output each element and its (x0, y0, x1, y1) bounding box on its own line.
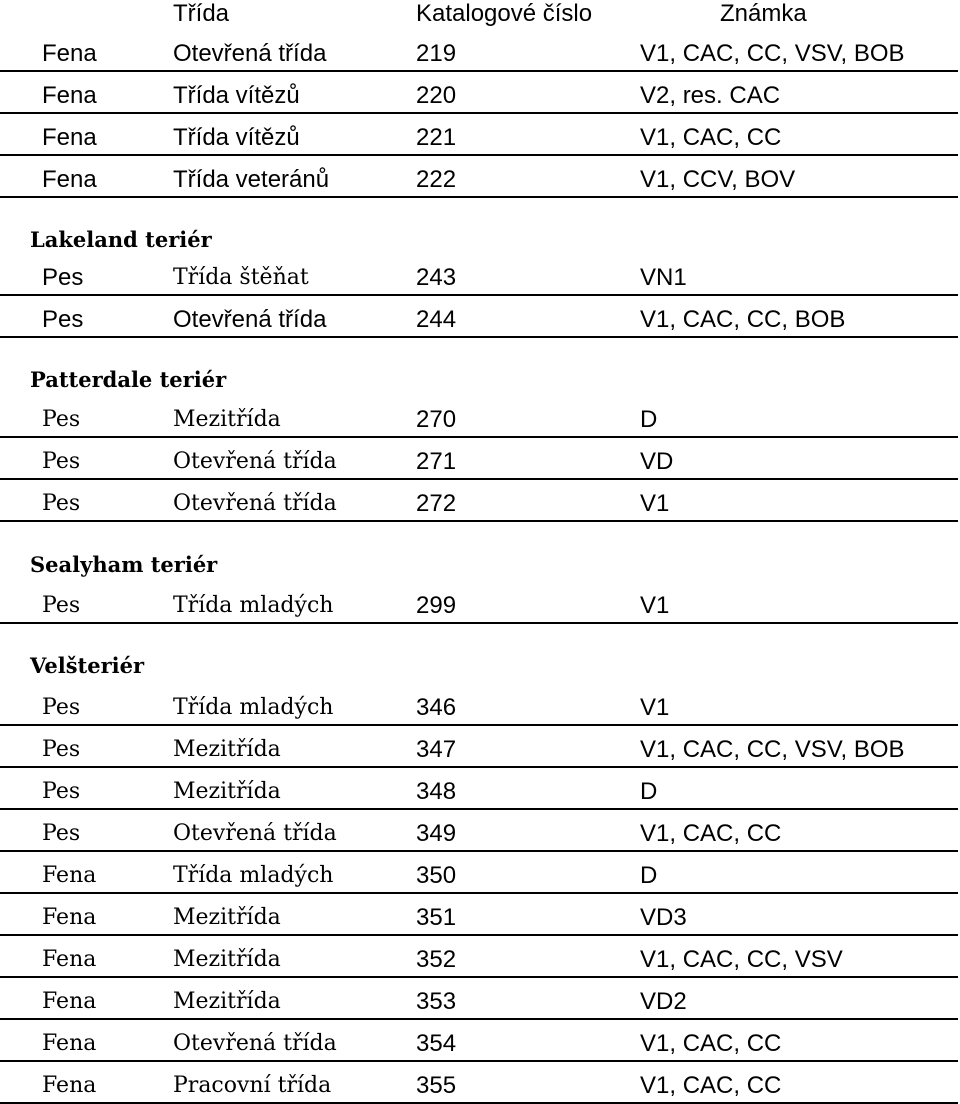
table-row (0, 264, 960, 292)
header-catalog-number: Katalogové číslo (416, 0, 593, 27)
row-catalog-number: 299 (416, 592, 457, 619)
row-grade: V1, CAC, CC (640, 124, 782, 151)
row-grade: V1, CAC, CC, BOB (640, 306, 846, 333)
row-sex: Pes (42, 407, 81, 432)
row-sex: Pes (42, 695, 81, 720)
row-sex: Pes (42, 306, 84, 333)
row-grade: V1 (640, 490, 670, 517)
row-class: Mezitřída (173, 905, 281, 930)
table-row (0, 166, 960, 194)
breed-heading: Lakeland teriér (30, 227, 212, 252)
table-row (0, 448, 960, 476)
row-class: Otevřená třída (173, 306, 327, 333)
row-catalog-number: 346 (416, 694, 457, 721)
table-row (0, 490, 960, 518)
table-row (0, 82, 960, 110)
row-catalog-number: 350 (416, 862, 457, 889)
row-grade: V1, CAC, CC (640, 1030, 782, 1057)
table-row (0, 40, 960, 68)
row-catalog-number: 353 (416, 988, 457, 1015)
row-grade: V1 (640, 592, 670, 619)
row-sex: Pes (42, 779, 81, 804)
row-class: Třída mladých (173, 863, 334, 888)
row-class: Otevřená třída (173, 821, 337, 846)
row-class: Otevřená třída (173, 40, 327, 67)
row-grade: V1, CAC, CC (640, 820, 782, 847)
table-row (0, 592, 960, 620)
table-row (0, 1072, 960, 1100)
row-class: Třída vítězů (173, 124, 300, 151)
row-class: Třída štěňat (173, 265, 309, 290)
row-catalog-number: 272 (416, 490, 457, 517)
row-class: Třída mladých (173, 593, 334, 618)
row-grade: V1, CCV, BOV (640, 166, 796, 193)
row-sex: Pes (42, 449, 81, 474)
table-row (0, 694, 960, 722)
row-catalog-number: 351 (416, 904, 457, 931)
row-class: Otevřená třída (173, 1031, 337, 1056)
table-row (0, 820, 960, 848)
row-catalog-number: 354 (416, 1030, 457, 1057)
row-class: Třída veteránů (173, 166, 330, 193)
row-catalog-number: 355 (416, 1072, 457, 1099)
row-grade: D (640, 778, 658, 805)
row-catalog-number: 243 (416, 264, 457, 291)
table-row (0, 306, 960, 334)
table-header (0, 0, 960, 28)
header-class: Třída (173, 0, 230, 27)
row-class: Třída vítězů (173, 82, 300, 109)
row-catalog-number: 347 (416, 736, 457, 763)
row-class: Třída mladých (173, 695, 334, 720)
row-sex: Fena (42, 1031, 97, 1056)
row-grade: VD (640, 448, 674, 475)
table-row (0, 1030, 960, 1058)
row-class: Mezitřída (173, 737, 281, 762)
row-catalog-number: 220 (416, 82, 457, 109)
row-catalog-number: 221 (416, 124, 457, 151)
row-class: Otevřená třída (173, 449, 337, 474)
table-row (0, 862, 960, 890)
row-grade: V1, CAC, CC (640, 1072, 782, 1099)
row-class: Pracovní třída (173, 1073, 332, 1098)
table-row (0, 778, 960, 806)
row-sex: Fena (42, 905, 97, 930)
row-catalog-number: 219 (416, 40, 457, 67)
row-sex: Fena (42, 82, 97, 109)
row-grade: D (640, 406, 658, 433)
row-class: Mezitřída (173, 947, 281, 972)
row-sex: Fena (42, 40, 97, 67)
row-class: Mezitřída (173, 989, 281, 1014)
row-class: Otevřená třída (173, 491, 337, 516)
table-row (0, 946, 960, 974)
row-sex: Pes (42, 821, 81, 846)
row-grade: VN1 (640, 264, 687, 291)
table-row (0, 124, 960, 152)
row-grade: V1, CAC, CC, VSV (640, 946, 843, 973)
row-grade: V1 (640, 694, 670, 721)
header-grade: Známka (720, 0, 807, 27)
row-sex: Pes (42, 593, 81, 618)
row-sex: Fena (42, 947, 97, 972)
breed-heading: Velšteriér (30, 653, 145, 678)
row-catalog-number: 348 (416, 778, 457, 805)
breed-heading: Patterdale teriér (30, 367, 227, 392)
row-grade: VD3 (640, 904, 687, 931)
row-sex: Fena (42, 863, 97, 888)
row-catalog-number: 244 (416, 306, 457, 333)
row-sex: Fena (42, 989, 97, 1014)
row-sex: Pes (42, 264, 84, 291)
row-grade: V2, res. CAC (640, 82, 781, 109)
row-sex: Fena (42, 124, 97, 151)
row-sex: Pes (42, 737, 81, 762)
table-row (0, 406, 960, 434)
row-class: Mezitřída (173, 407, 281, 432)
row-catalog-number: 222 (416, 166, 457, 193)
row-grade: V1, CAC, CC, VSV, BOB (640, 736, 905, 763)
row-sex: Pes (42, 491, 81, 516)
row-sex: Fena (42, 1073, 97, 1098)
row-grade: D (640, 862, 658, 889)
table-row (0, 736, 960, 764)
row-catalog-number: 271 (416, 448, 457, 475)
breed-heading: Sealyham teriér (30, 552, 218, 577)
row-catalog-number: 349 (416, 820, 457, 847)
row-catalog-number: 352 (416, 946, 457, 973)
table-row (0, 904, 960, 932)
row-grade: VD2 (640, 988, 687, 1015)
row-grade: V1, CAC, CC, VSV, BOB (640, 40, 905, 67)
row-sex: Fena (42, 166, 97, 193)
table-row (0, 988, 960, 1016)
row-class: Mezitřída (173, 779, 281, 804)
row-catalog-number: 270 (416, 406, 457, 433)
